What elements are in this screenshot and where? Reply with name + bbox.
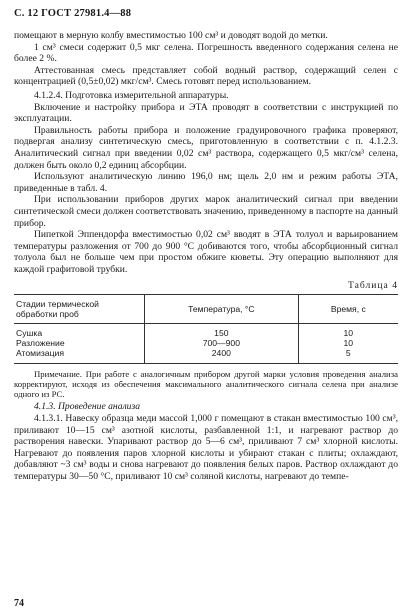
table-cell: 5: [298, 349, 398, 363]
paragraph: 1 см³ смеси содержит 0,5 мкг селена. Погрешность введенного содержания селена не более 2 %.: [14, 41, 398, 65]
table-cell: 700—900: [145, 339, 299, 349]
table-title: Таблица 4: [347, 280, 398, 292]
table-header-row: [14, 295, 398, 324]
page-number: 74: [14, 598, 24, 609]
table-row: [14, 339, 398, 349]
section-heading: 4.1.3. Проведение анализа: [34, 401, 141, 413]
column-header-time: Время, с: [298, 295, 398, 324]
table-cell: 10: [298, 324, 398, 339]
table-cell: Атомизация: [14, 349, 145, 363]
table-cell: 2400: [145, 349, 299, 363]
table-cell: Разложение: [16, 338, 65, 349]
table-cell: 150: [145, 324, 299, 339]
column-header-stage: Стадии термической обработки проб: [14, 295, 145, 324]
table-note: Примечание. При работе с аналогичным прибором другой марки условия проведения анализа корректируют, исходя из обеспечения максимального аналитического сигнала селена при анализе одного из РС.: [14, 368, 398, 400]
table-row: [14, 349, 398, 363]
table-cell: Сушка: [16, 328, 43, 339]
paragraph: помещают в мерную колбу вместимостью 100 см³ и доводят водой до метки.: [14, 30, 328, 41]
paragraph: Аттестованная смесь представляет собой водный раствор, содержащий селен с концентрацией (0,5±0,02) мкг/см³. Смесь готовят перед использованием.: [14, 64, 398, 88]
paragraph: Используют аналитическую линию 196,0 нм; щель 2,0 нм и режим работы ЭТА, приведенные в табл. 4.: [14, 171, 398, 194]
paragraph: 4.1.3.1. Навеску образца меди массой 1,000 г помещают в стакан вместимостью 100 см³, приливают 10—15 см³ азотной кислоты, разбавленной 1:1, и нагревают раствор до растворения навески. Упаривают раствор до 5—6 см³, приливают 7 см³ хлорной кислоты. Нагревают до появления паров хлорной кислоты и убирают стакан с плиты; охлаждают, добавляют ~3 см³ воды и снова нагревают до появления белых паров. Раствор охлаждают до температуры 30—50 °С, приливают 10 см³ соляной кислоты, нагревают до темпе-: [14, 413, 398, 483]
paragraph: Включение и настройку прибора и ЭТА проводят в соответствии с инструкцией по эксплуатации.: [14, 101, 398, 125]
conditions-table: [14, 294, 398, 363]
page-header: С. 12 ГОСТ 27981.4—88: [14, 8, 132, 19]
column-header-temperature: Температура, °С: [145, 295, 299, 324]
paragraph: Правильность работы прибора и положение градуировочного графика проверяют, подвергая анализу синтетическую смесь, приготовленную в соответствии с п. 4.1.2.3. Аналитический сигнал при введении 0,02 см³ раствора, содержащего 0,5 мкг/см³ селена, должен быть около 0,2 единиц абсорбции.: [14, 124, 398, 171]
paragraph: Пипеткой Эппендорфа вместимостью 0,02 см³ вводят в ЭТА толуол и варьированием температуры разложения от 700 до 900 °С добиваются того, чтобы абсорбционный сигнал толуола был не больше чем при простом обжиге кюветы. Эту операцию выполняют для каждой графитовой трубки.: [14, 229, 398, 275]
table-cell: 10: [298, 339, 398, 349]
paragraph: При использовании приборов других марок аналитический сигнал при введении синтетической смеси должен соответствовать значению, приведенному в паспорте на данный прибор.: [14, 194, 398, 229]
subsection-heading: 4.1.2.4. Подготовка измерительной аппаратуры.: [34, 89, 229, 101]
document-body: [14, 30, 398, 483]
table-row: [14, 324, 398, 339]
